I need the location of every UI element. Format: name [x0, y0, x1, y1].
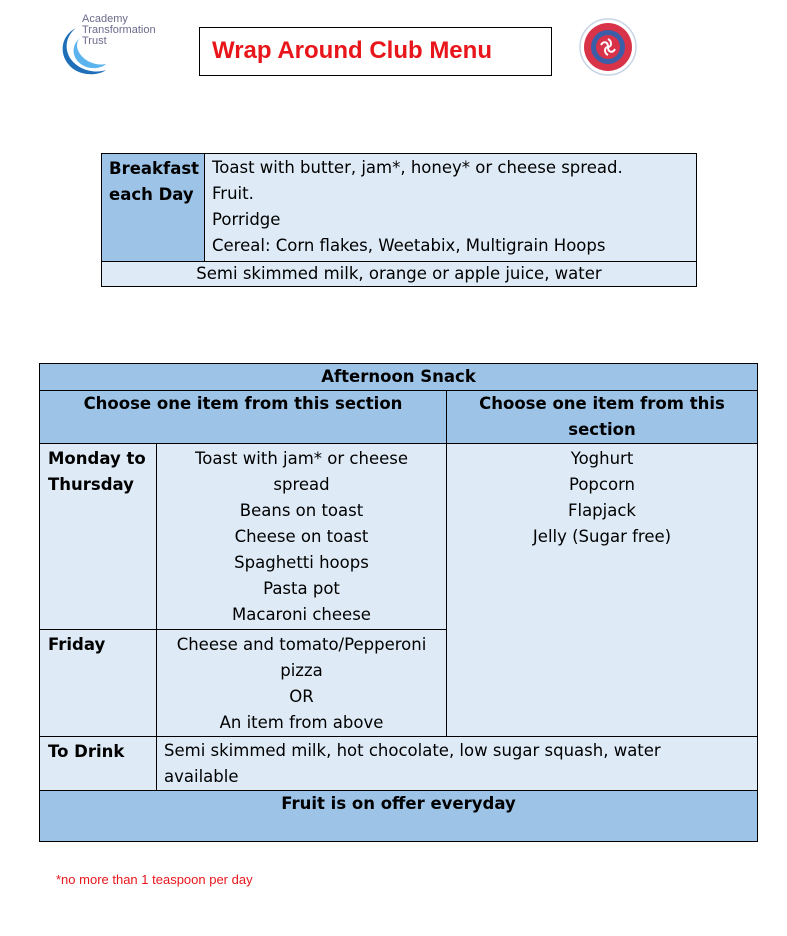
list-item: Popcorn — [568, 475, 636, 494]
list-item: An item from above — [219, 713, 384, 732]
school-logo — [578, 17, 638, 77]
col1-heading-cell: Choose one item from this section — [40, 391, 447, 444]
fruit-note-cell: Fruit is on offer everyday — [40, 791, 758, 842]
list-item: Jelly (Sugar free) — [532, 527, 672, 546]
list-item: Porridge — [212, 210, 281, 229]
list-item: Macaroni cheese — [232, 605, 371, 624]
list-item: Fruit. — [212, 184, 254, 203]
list-item: Cereal: Corn flakes, Weetabix, Multigrain Hoops — [212, 236, 606, 255]
footnote: *no more than 1 teaspoon per day — [56, 872, 253, 887]
list-item: Pasta pot — [263, 579, 340, 598]
academy-trust-logo-text: Academy Transformation Trust — [82, 13, 156, 47]
list-item: pizza — [280, 661, 323, 680]
page-title: Wrap Around Club Menu — [212, 37, 492, 64]
breakfast-label-cell: Breakfast each Day — [102, 154, 205, 262]
friday-label-cell: Friday — [40, 630, 157, 737]
list-item: Beans on toast — [239, 501, 364, 520]
academy-trust-logo — [58, 14, 178, 76]
menu-title-box — [199, 27, 552, 76]
list-item: Toast with jam* or cheese — [194, 449, 408, 468]
col2-heading-cell: Choose one item from this section — [447, 391, 758, 444]
list-item: Yoghurt — [570, 449, 634, 468]
list-item: Spaghetti hoops — [234, 553, 369, 572]
to-drink-label-cell: To Drink — [40, 737, 157, 791]
breakfast-drinks-cell: Semi skimmed milk, orange or apple juice, water — [102, 262, 697, 287]
snack-title-cell: Afternoon Snack — [40, 364, 758, 391]
list-item: spread — [273, 475, 330, 494]
to-drink-value-cell: Semi skimmed milk, hot chocolate, low sugar squash, water available — [157, 737, 758, 791]
breakfast-table — [101, 153, 697, 287]
list-item: Flapjack — [568, 501, 636, 520]
afternoon-snack-table — [39, 363, 758, 842]
second-choice-items-cell — [447, 444, 758, 737]
list-item: Cheese on toast — [234, 527, 369, 546]
monday-thursday-label-cell: Monday to Thursday — [40, 444, 157, 630]
school-crest-icon — [578, 17, 638, 77]
list-item: OR — [289, 687, 314, 706]
swoosh-icon — [58, 22, 108, 78]
breakfast-items-cell — [205, 154, 697, 262]
monday-thursday-items-cell — [157, 444, 447, 630]
list-item: Toast with butter, jam*, honey* or cheese spread. — [212, 158, 623, 177]
friday-items-cell — [157, 630, 447, 737]
list-item: Cheese and tomato/Pepperoni — [176, 635, 427, 654]
